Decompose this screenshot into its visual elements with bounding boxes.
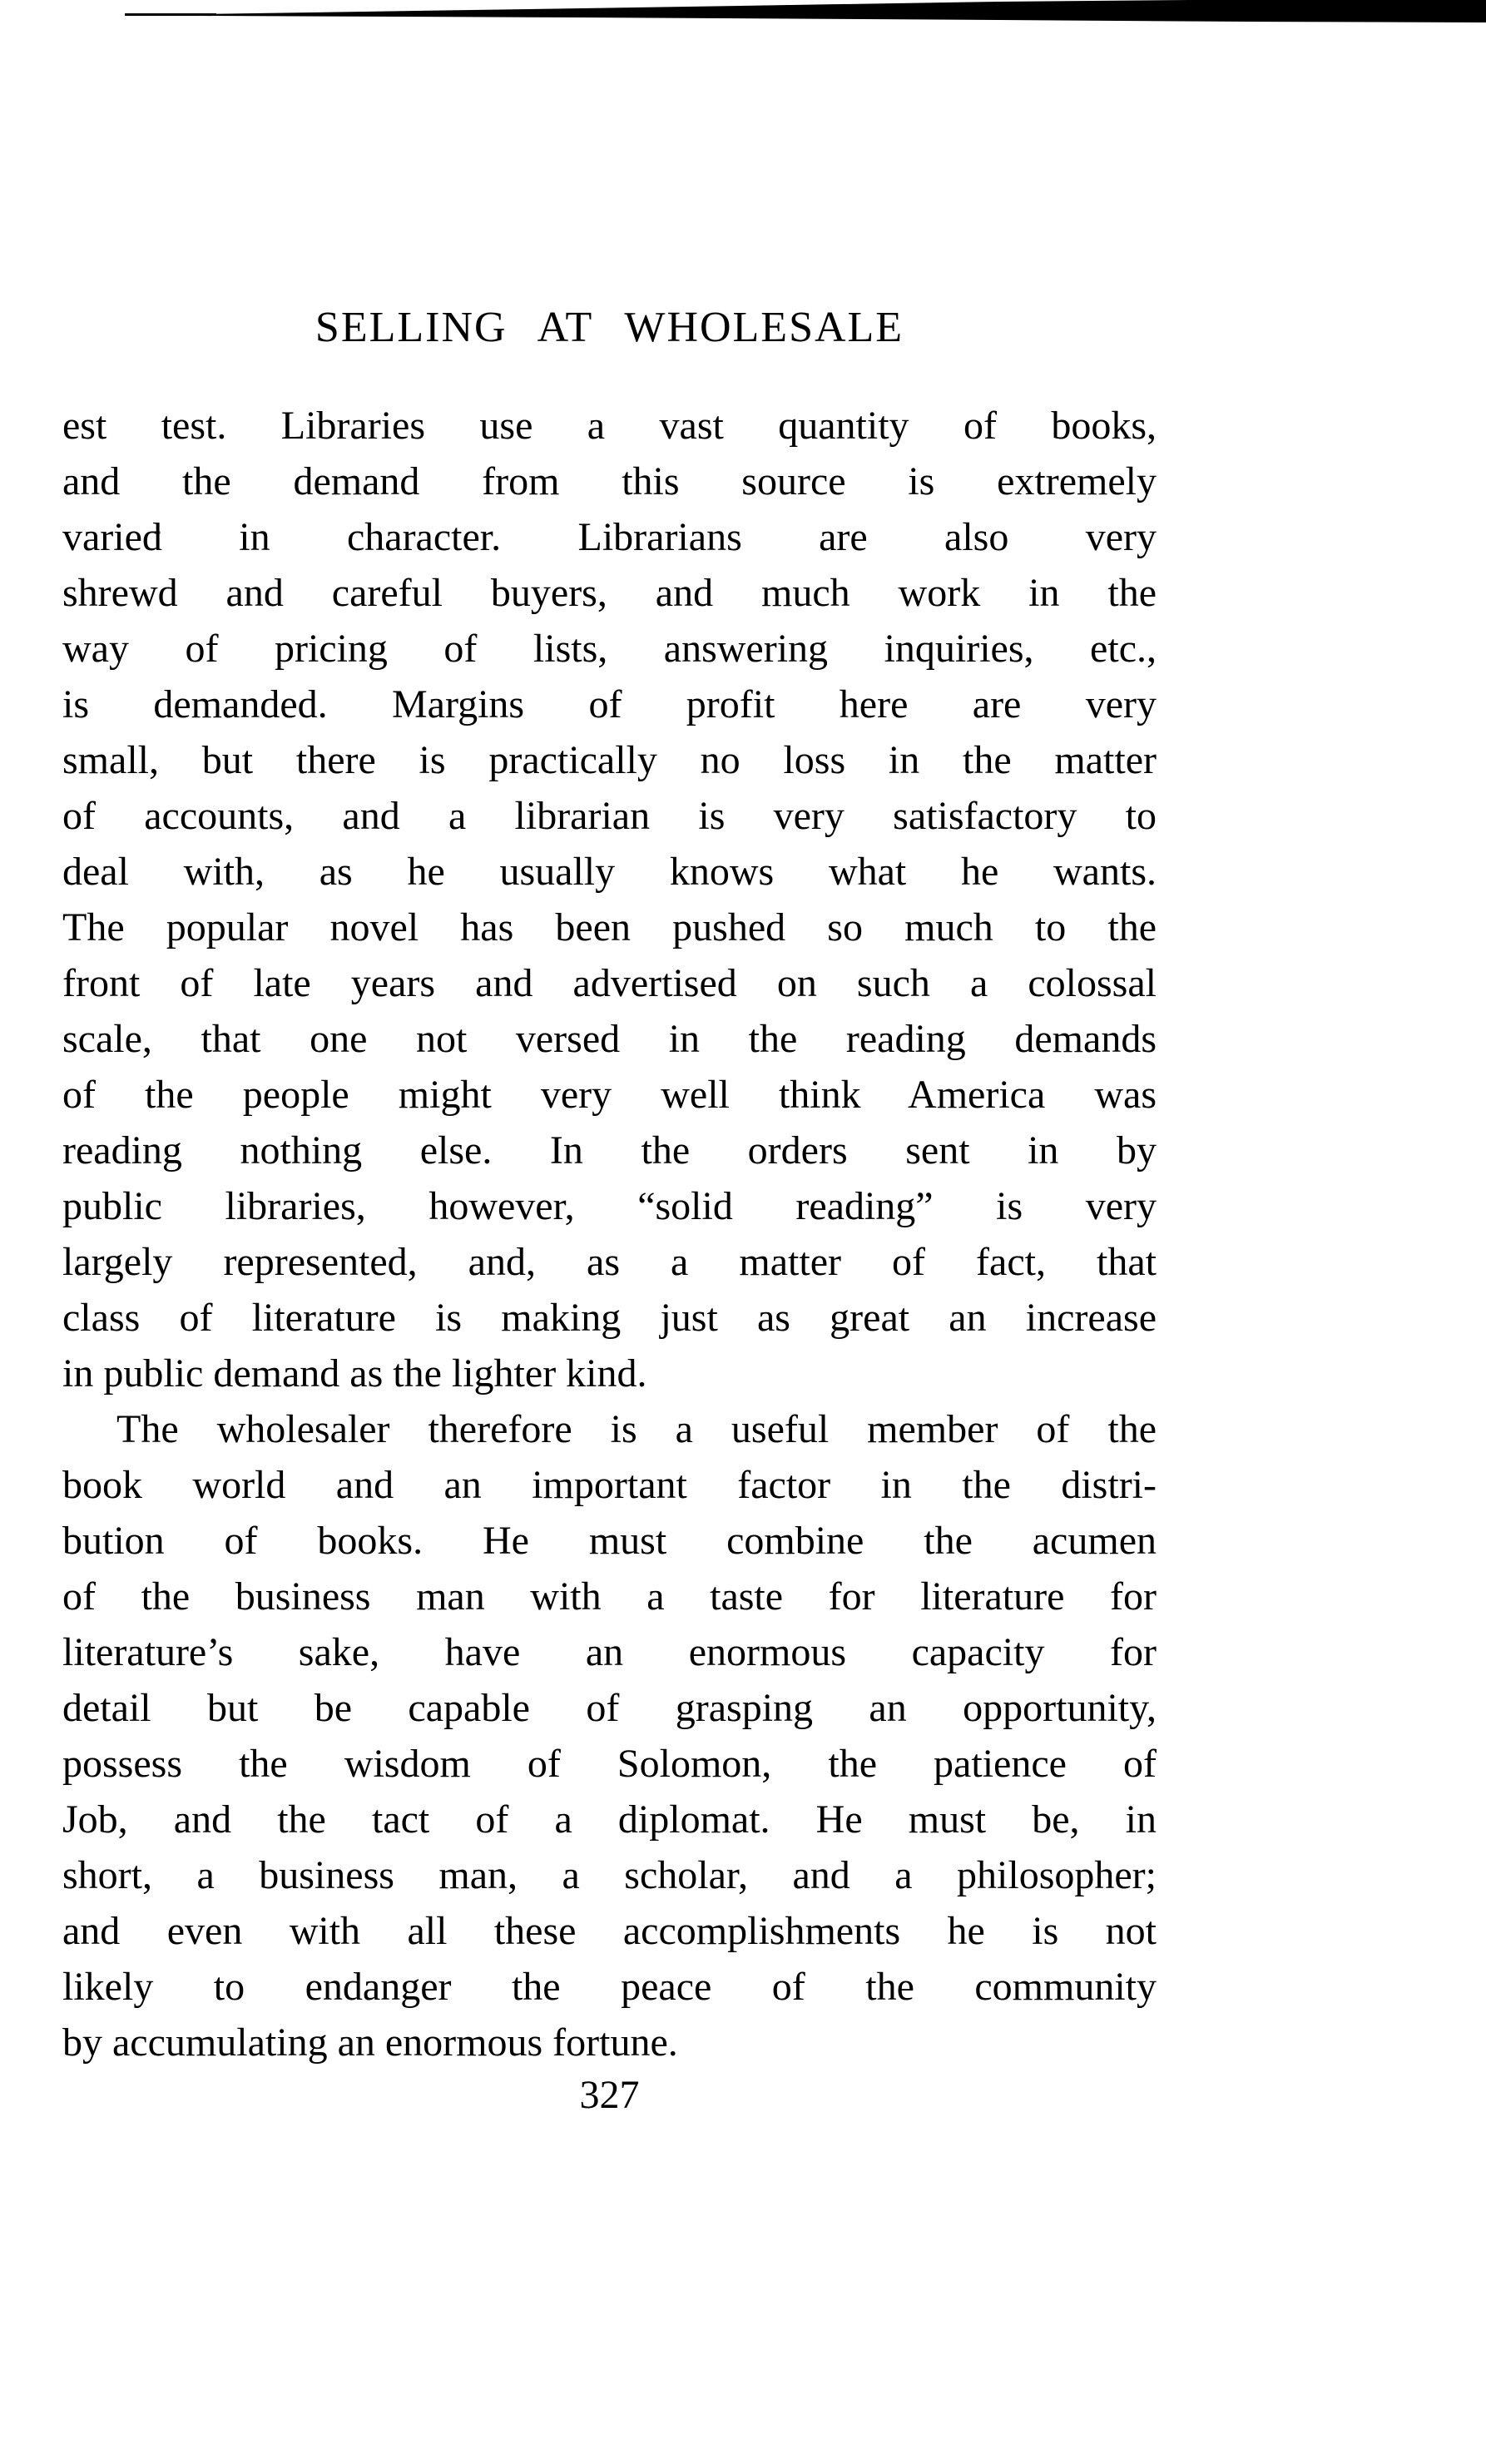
text-line: of accounts, and a librarian is very satisfactory to [62,794,1157,838]
text-line: by accumulating an enormous fortune. [62,2020,678,2065]
text-line: small, but there is practically no loss in the matter [62,738,1157,782]
text-line: reading nothing else. In the orders sent in by [62,1128,1157,1173]
text-line: detail but be capable of grasping an opportunity, [62,1686,1157,1730]
text-line: of the people might very well think America was [62,1073,1157,1117]
text-line: short, a business man, a scholar, and a philosopher; [62,1853,1157,1897]
page-number: 327 [579,2073,640,2117]
text-line: possess the wisdom of Solomon, the patience of [62,1742,1157,1786]
page-header-title: SELLING AT WHOLESALE [315,304,904,351]
text-line: largely represented, and, as a matter of fact, that [62,1240,1157,1284]
text-line: public libraries, however, “solid reading” is very [62,1184,1157,1228]
scan-artifact-top-bar [0,0,1486,33]
page-body-text [62,398,1157,2070]
text-line: and the demand from this source is extremely [62,459,1157,503]
text-line: varied in character. Librarians are also very [62,515,1157,559]
text-line: deal with, as he usually knows what he wants. [62,850,1157,894]
text-line: book world and an important factor in the distri- [62,1463,1157,1507]
text-line: Job, and the tact of a diplomat. He must be, in [62,1797,1157,1842]
text-line: class of literature is making just as great an increase [62,1296,1157,1340]
text-line: The popular novel has been pushed so much to the [62,905,1157,949]
text-line: scale, that one not versed in the reading demands [62,1017,1157,1061]
text-line: est test. Libraries use a vast quantity of books, [62,404,1157,448]
text-line: front of late years and advertised on such a colossal [62,961,1157,1005]
text-line: The wholesaler therefore is a useful member of the [116,1407,1157,1451]
text-line: shrewd and careful buyers, and much work in the [62,571,1157,615]
text-line: in public demand as the lighter kind. [62,1351,647,1396]
text-line: and even with all these accomplishments he is not [62,1909,1157,1953]
text-line: literature’s sake, have an enormous capacity for [62,1630,1157,1674]
text-line: bution of books. He must combine the acumen [62,1519,1157,1563]
text-line: of the business man with a taste for literature for [62,1574,1157,1619]
text-line: way of pricing of lists, answering inquiries, etc., [62,627,1157,671]
text-line: is demanded. Margins of profit here are very [62,682,1157,726]
text-line: likely to endanger the peace of the community [62,1965,1157,2009]
